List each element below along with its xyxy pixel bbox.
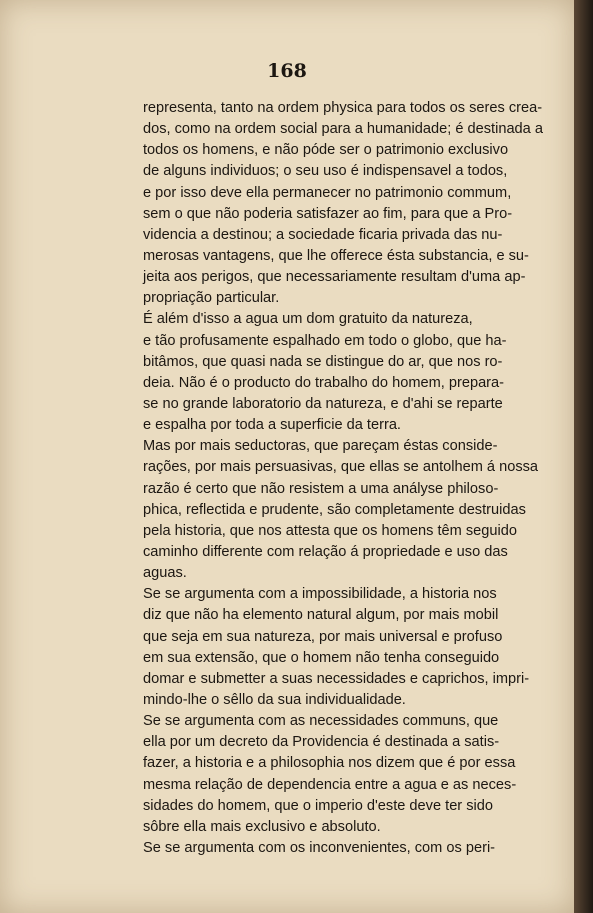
text-line: em sua extensão, que o homem não tenha conseguido [143, 649, 500, 666]
text-line: rações, por mais persuasivas, que ellas se antolhem á nossa [143, 459, 539, 476]
text-line: dos, como na ordem social para a humanidade; é destinada a [143, 121, 543, 138]
text-line: ella por um decreto da Providencia é destinada a satis- [143, 734, 500, 751]
text-line: pela historia, que nos attesta que os homens têm seguido [143, 522, 518, 539]
text-line: todos os homens, e não póde ser o patrimonio exclusivo [143, 142, 509, 159]
text-line: e tão profusamente espalhado em todo o globo, que ha- [143, 332, 507, 349]
text-line: Mas por mais seductoras, que pareçam éstas conside- [143, 438, 498, 455]
text-line: mindo-lhe o sêllo da sua individualidade. [143, 691, 406, 708]
page-number: 168 [267, 60, 307, 82]
text-line: propriação particular. [143, 290, 280, 307]
text-line: se no grande laboratorio da natureza, e d'ahi se reparte [143, 395, 503, 412]
text-line: Se se argumenta com os inconvenientes, com os peri- [143, 839, 496, 856]
text-line: Se se argumenta com a impossibilidade, a historia nos [143, 586, 497, 603]
text-line: domar e submetter a suas necessidades e caprichos, impri- [143, 670, 530, 687]
text-line: de alguns individuos; o seu uso é indispensavel a todos, [143, 163, 508, 180]
text-line: videncia a destinou; a sociedade ficaria privada das nu- [143, 226, 503, 243]
text-line: jeita aos perigos, que necessariamente resultam d'uma ap- [143, 269, 526, 286]
book-spine [574, 0, 593, 913]
text-line: e espalha por toda a superficie da terra. [143, 417, 401, 434]
text-line: deia. Não é o producto do trabalho do homem, prepara- [143, 374, 505, 391]
body-text [143, 98, 557, 859]
text-line: sidades do homem, que o imperio d'este deve ter sido [143, 797, 493, 814]
text-line: razão é certo que não resistem a uma anályse philoso- [143, 480, 499, 497]
text-line: mesma relação de dependencia entre a agua e as neces- [143, 776, 517, 793]
text-line: sôbre ella mais exclusivo e absoluto. [143, 818, 381, 835]
text-line: bitâmos, que quasi nada se distingue do ar, que nos ro- [143, 353, 503, 370]
text-line: Se se argumenta com as necessidades communs, que [143, 713, 499, 730]
text-line: sem o que não poderia satisfazer ao fim, para que a Pro- [143, 205, 513, 222]
text-line: fazer, a historia e a philosophia nos dizem que é por essa [143, 755, 516, 772]
text-line: É além d'isso a agua um dom gratuito da natureza, [143, 311, 473, 328]
text-line: e por isso deve ella permanecer no patrimonio commum, [143, 184, 512, 201]
text-line: diz que não ha elemento natural algum, por mais mobil [143, 607, 499, 624]
text-line: que seja em sua natureza, por mais universal e profuso [143, 628, 503, 645]
text-line: representa, tanto na ordem physica para todos os seres crea- [143, 100, 543, 116]
text-line: caminho differente com relação á propriedade e uso das [143, 543, 508, 560]
text-line: aguas. [143, 565, 187, 582]
text-line: phica, reflectida e prudente, são completamente destruidas [143, 501, 526, 518]
text-line: merosas vantagens, que lhe offerece ésta substancia, e su- [143, 247, 529, 264]
